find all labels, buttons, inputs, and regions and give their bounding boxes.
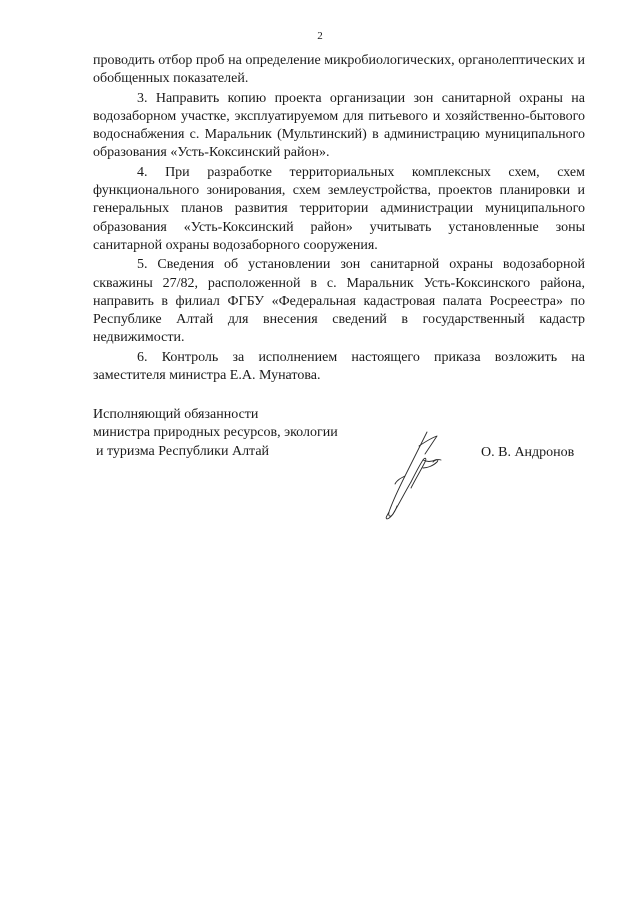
paragraph-item-3: 3. Направить копию проекта организации зон санитарной охраны на водозаборном участке, эксплуатируемом для питьевого и хозяйственно-бытового водоснабжения с. Маральник (Мультинский) в администрацию муниципального образования «Усть-Коксинский район». [93,90,585,161]
signer-position-line: Исполняющий обязанности [93,407,259,422]
signer-position-line: и туризма Республики Алтай [96,443,270,459]
paragraph-item-6: 6. Контроль за исполнением настоящего приказа возложить на заместителя министра Е.А. Мунатова. [93,349,585,384]
signer-name: О. В. Андронов [481,445,575,460]
handwritten-signature [375,426,455,522]
paragraph-item-5: 5. Сведения об установлении зон санитарной охраны водозаборной скважины 27/82, расположенной в с. Маральник Усть-Коксинского района, направить в филиал ФГБУ «Федеральная кадастровая палата Росреестра» по Республике Алтай для внесения сведений в государственный кадастр недвижимости. [93,257,585,346]
signature-block [93,406,585,526]
signer-position [93,406,338,461]
paragraph-continuation: проводить отбор проб на определение микробиологических, органолептических и обобщенных показателей. [93,53,585,87]
page-number: 2 [317,30,323,42]
document-body [93,52,585,386]
paragraph-item-4: 4. При разработке территориальных комплексных схем, схем функционального зонирования, схем землеустройства, проектов планировки и генеральных планов развития территории администрации муниципального образования «Усть-Коксинский район» учитывать установленные зоны санитарной охраны водозаборного сооружения. [93,164,585,253]
signer-position-line: министра природных ресурсов, экологии [93,425,338,441]
